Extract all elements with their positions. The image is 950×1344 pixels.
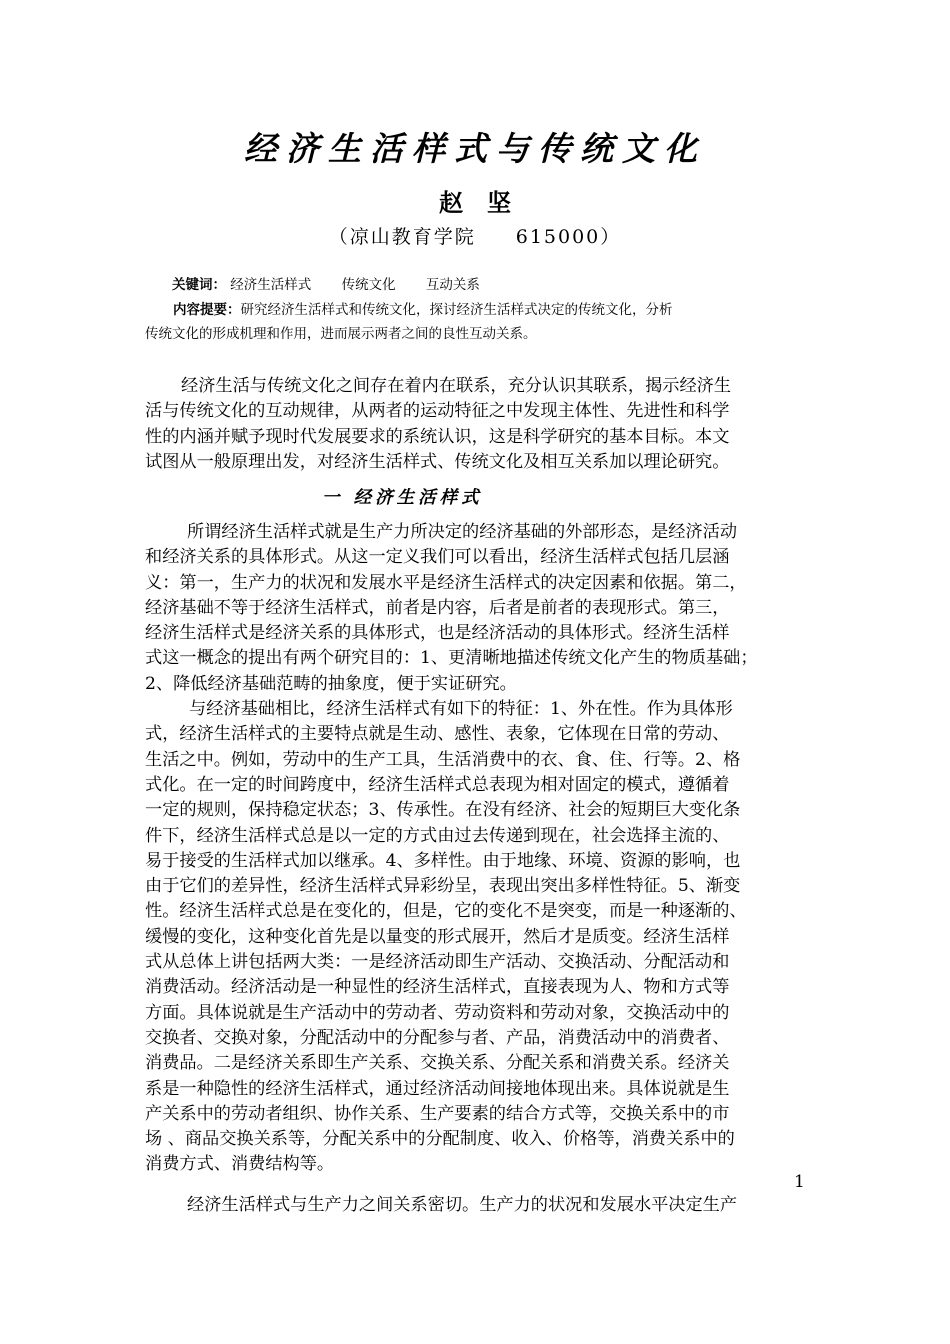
paragraph-line: 经济生活样式与生产力之间关系密切。生产力的状况和发展水平决定生产: [187, 1195, 738, 1215]
author-surname: 赵: [439, 188, 463, 217]
paragraph-line: 式这一概念的提出有两个研究目的：1、更清晰地描述传统文化产生的物质基础；: [145, 648, 758, 669]
paragraph-line: 性。经济生活样式总是在变化的，但是，它的变化不是突变，而是一种逐渐的、: [145, 901, 747, 922]
keywords-line: [172, 274, 506, 296]
abstract-line: 传统文化的形成机理和作用，进而展示两者之间的良性互动关系。: [145, 326, 537, 342]
keyword-item: 传统文化: [341, 277, 396, 293]
paragraph-line: 场 、商品交换关系等，分配关系中的分配制度、收入、价格等，消费关系中的: [145, 1129, 735, 1150]
keyword-item: 经济生活样式: [230, 277, 312, 293]
paragraph-line: 缓慢的变化，这种变化首先是以量变的形式展开，然后才是质变。经济生活样: [145, 926, 730, 947]
abstract-line: [145, 298, 807, 322]
section-body: [145, 520, 811, 1178]
paragraph-line: 一定的规则，保持稳定状态；3、传承性。在没有经济、社会的短期巨大变化条: [145, 800, 741, 821]
paragraph-line: 经济生活与传统文化之间存在着内在联系，充分认识其联系，揭示经济生: [181, 376, 732, 396]
paragraph-line: 方面。具体说就是生产活动中的劳动者、劳动资料和劳动对象，交换活动中的: [145, 1002, 730, 1023]
page-number: 1: [794, 1172, 805, 1192]
abstract: [145, 298, 807, 346]
paragraph-line: 系是一种隐性的经济生活样式，通过经济活动间接地体现出来。具体说就是生: [145, 1078, 730, 1099]
author-affiliation: [0, 222, 950, 252]
paragraph-line: 易于接受的生活样式加以继承。4、多样性。由于地缘、环境、资源的影响，也: [145, 850, 741, 871]
document-title: 经济生活样式与传统文化: [244, 129, 706, 168]
paragraph-line: 活与传统文化的互动规律，从两者的运动特征之中发现主体性、先进性和科学: [145, 401, 730, 422]
continuation-paragraph: [145, 1193, 811, 1218]
paragraph-line: 试图从一般原理出发，对经济生活样式、传统文化及相互关系加以理论研究。: [145, 451, 730, 472]
paragraph-line: 所谓经济生活样式就是生产力所决定的经济基础的外部形态，是经济活动: [187, 522, 738, 542]
author-given-name: 坚: [487, 188, 511, 217]
paragraph-line: 消费方式、消费结构等。: [145, 1154, 335, 1175]
intro-paragraph: [145, 374, 811, 475]
paragraph-line: 经济基础不等于经济生活样式，前者是内容，后者是前者的表现形式。第三，: [145, 597, 730, 618]
affiliation-name: （凉山教育学院: [328, 226, 476, 248]
paragraph-line: 件下，经济生活样式总是以一定的方式由过去传递到现在，社会选择主流的、: [145, 825, 730, 846]
paragraph-line: 消费活动。经济活动是一种显性的经济生活样式，直接表现为人、物和方式等: [145, 977, 730, 998]
abstract-label: 内容提要：: [173, 302, 241, 318]
keyword-item: 互动关系: [425, 277, 480, 293]
paragraph-line: 交换者、交换对象，分配活动中的分配参与者、产品，消费活动中的消费者、: [145, 1027, 730, 1048]
paragraph-line: 2、降低经济基础范畴的抽象度，便于实证研究。: [145, 673, 517, 694]
paragraph-line: 产关系中的劳动者组织、协作关系、生产要素的结合方式等，交换关系中的市: [145, 1103, 730, 1124]
postal-code: 615000）: [515, 226, 622, 248]
paragraph-line: 性的内涵并赋予现时代发展要求的系统认识，这是科学研究的基本目标。本文: [145, 426, 730, 447]
paragraph-line: 式化。在一定的时间跨度中，经济生活样式总表现为相对固定的模式，遵循着: [145, 774, 730, 795]
paragraph-line: 与经济基础相比，经济生活样式有如下的特征：1、外在性。作为具体形: [189, 699, 733, 720]
keywords-label: 关键词：: [172, 277, 226, 293]
section-heading: 一 经济生活样式: [322, 488, 483, 508]
paragraph-line: 消费品。二是经济关系即生产关系、交换关系、分配关系和消费关系。经济关: [145, 1053, 730, 1074]
paragraph-line: 由于它们的差异性，经济生活样式异彩纷呈，表现出突出多样性特征。5、渐变: [145, 876, 741, 897]
paragraph-line: 经济生活样式是经济关系的具体形式，也是经济活动的具体形式。经济生活样: [145, 623, 730, 644]
paragraph-line: 生活之中。例如，劳动中的生产工具，生活消费中的衣、食、住、行等。2、格: [145, 749, 741, 770]
paragraph-line: 式从总体上讲包括两大类：一是经济活动即生产活动、交换活动、分配活动和: [145, 952, 730, 973]
paragraph-line: 式，经济生活样式的主要特点就是生动、感性、表象，它体现在日常的劳动、: [145, 724, 730, 745]
abstract-text: 研究经济生活样式和传统文化，探讨经济生活样式决定的传统文化，分析: [240, 302, 673, 318]
author-name: [0, 186, 950, 220]
paragraph-line: 和经济关系的具体形式。从这一定义我们可以看出，经济生活样式包括几层涵: [145, 547, 730, 568]
paragraph-line: 义：第一，生产力的状况和发展水平是经济生活样式的决定因素和依据。第二，: [145, 572, 747, 593]
